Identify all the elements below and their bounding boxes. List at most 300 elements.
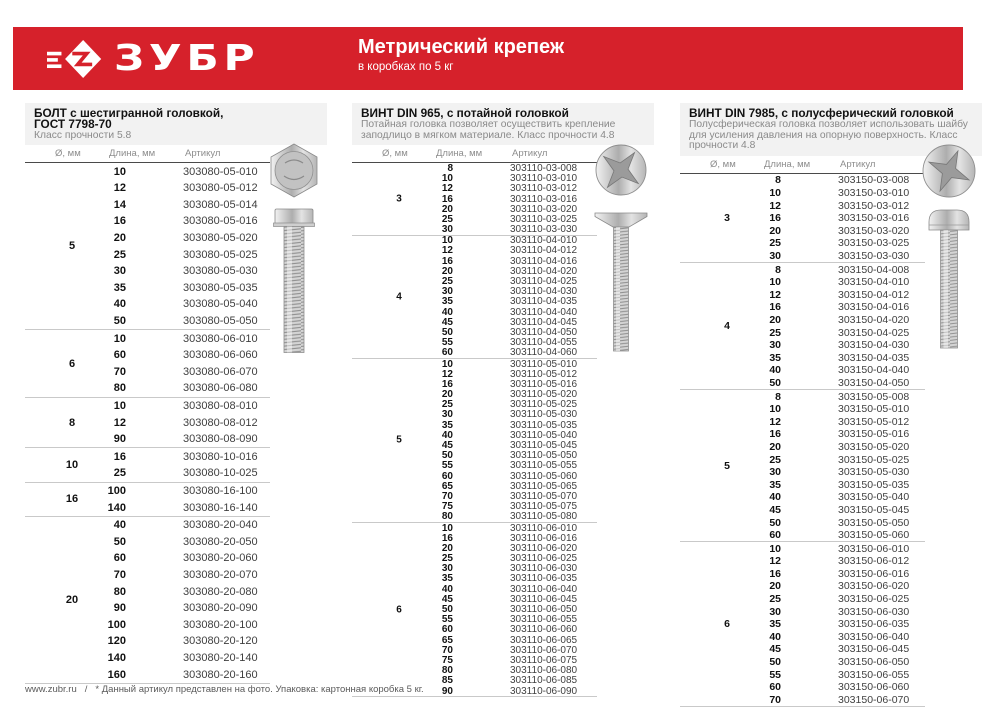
- length-value: 30: [113, 265, 126, 278]
- size-group: [25, 483, 270, 517]
- product-title: ВИНТ DIN 7985, с полусферический головкой: [689, 106, 954, 120]
- length-value: 90: [441, 685, 453, 697]
- article-value: 303110-06-035: [510, 573, 578, 585]
- length-value: 35: [441, 573, 453, 585]
- length-value: 80: [441, 665, 453, 677]
- table-row: [680, 605, 925, 618]
- size-group: [680, 174, 925, 263]
- table-row: [680, 694, 925, 707]
- table-row: [680, 441, 925, 454]
- product-title: ВИНТ DIN 965, с потайной головкой: [361, 106, 569, 120]
- table-row: [352, 225, 597, 235]
- length-value: 12: [769, 415, 781, 428]
- article-value: 303080-06-080: [183, 382, 258, 395]
- table-row: [352, 359, 597, 369]
- table-row: [352, 471, 597, 481]
- product-note: Класс прочности 5.8: [34, 129, 132, 141]
- article-value: 303110-03-016: [510, 193, 578, 205]
- size-group: [25, 330, 270, 397]
- table-row: [25, 398, 270, 415]
- article-value: 303110-05-045: [510, 440, 578, 452]
- table-row: [352, 594, 597, 604]
- article-value: 303080-20-140: [183, 651, 258, 664]
- length-value: 35: [769, 478, 781, 491]
- article-value: 303150-05-016: [838, 428, 910, 441]
- length-value: 70: [769, 693, 781, 706]
- table-row: [352, 584, 597, 594]
- length-value: 25: [441, 276, 453, 288]
- length-value: 35: [769, 618, 781, 631]
- table-row: [352, 635, 597, 645]
- page-title: Метрический крепеж: [358, 36, 565, 58]
- article-value: 303080-05-035: [183, 281, 258, 294]
- table-row: [352, 615, 597, 625]
- col-header-diameter: Ø, мм: [382, 148, 408, 160]
- product-header: [352, 103, 654, 145]
- col-header-diameter: Ø, мм: [55, 148, 81, 160]
- length-value: 55: [441, 460, 453, 472]
- table-row: [680, 187, 925, 200]
- article-value: 303150-04-008: [838, 263, 910, 276]
- table-row: [352, 574, 597, 584]
- table-row: [25, 616, 270, 633]
- length-value: 140: [107, 501, 126, 514]
- table-row: [680, 339, 925, 352]
- article-value: 303110-03-020: [510, 203, 578, 215]
- length-value: 90: [113, 602, 126, 615]
- article-value: 303110-04-010: [510, 235, 578, 247]
- table-row: [25, 163, 270, 180]
- length-value: 30: [769, 605, 781, 618]
- article-value: 303150-06-040: [838, 630, 910, 643]
- article-value: 303150-05-025: [838, 453, 910, 466]
- size-table: [680, 174, 925, 707]
- article-value: 303110-04-012: [510, 245, 578, 257]
- article-value: 303110-03-030: [510, 224, 578, 236]
- length-value: 35: [441, 296, 453, 308]
- length-value: 60: [441, 470, 453, 482]
- article-value: 303110-06-050: [510, 604, 578, 616]
- length-value: 50: [769, 516, 781, 529]
- product-title: БОЛТ с шестигранной головкой,: [34, 106, 224, 120]
- size-group: [25, 517, 270, 684]
- table-row: [25, 180, 270, 197]
- length-value: 65: [441, 480, 453, 492]
- article-value: 303110-06-025: [510, 553, 578, 565]
- product-column-countersunk-screw: [352, 103, 664, 697]
- length-value: 20: [441, 203, 453, 215]
- length-value: 50: [113, 315, 126, 328]
- table-row: [352, 338, 597, 348]
- article-value: 303150-06-012: [838, 555, 910, 568]
- length-value: 25: [769, 593, 781, 606]
- table-row: [352, 266, 597, 276]
- length-value: 16: [769, 567, 781, 580]
- length-value: 25: [769, 326, 781, 339]
- article-value: 303110-04-020: [510, 265, 578, 277]
- length-value: 100: [107, 618, 126, 631]
- table-row: [25, 380, 270, 397]
- length-value: 60: [769, 681, 781, 694]
- length-value: 45: [441, 593, 453, 605]
- table-row: [352, 307, 597, 317]
- article-value: 303110-06-020: [510, 542, 578, 554]
- length-value: 12: [441, 245, 453, 257]
- article-value: 303110-05-030: [510, 409, 578, 421]
- length-value: 40: [441, 583, 453, 595]
- article-value: 303150-03-010: [838, 187, 910, 200]
- article-value: 303080-20-090: [183, 602, 258, 615]
- length-value: 10: [113, 165, 126, 178]
- article-value: 303110-05-016: [510, 378, 578, 390]
- table-row: [680, 504, 925, 517]
- length-value: 55: [441, 337, 453, 349]
- article-value: 303110-04-035: [510, 296, 578, 308]
- length-value: 80: [441, 511, 453, 523]
- table-row: [352, 317, 597, 327]
- table-row: [352, 348, 597, 358]
- length-value: 70: [441, 490, 453, 502]
- length-value: 80: [113, 382, 126, 395]
- col-header-length: Длина, мм: [764, 159, 811, 171]
- length-value: 85: [441, 675, 453, 687]
- article-value: 303110-04-030: [510, 286, 578, 298]
- article-value: 303080-08-010: [183, 400, 258, 412]
- length-value: 30: [441, 286, 453, 298]
- table-row: [25, 197, 270, 214]
- length-value: 60: [113, 349, 126, 362]
- size-group: [680, 263, 925, 390]
- article-value: 303110-03-012: [510, 183, 578, 195]
- table-row: [25, 633, 270, 650]
- table-header-row: [352, 148, 597, 163]
- length-value: 10: [769, 187, 781, 200]
- diameter-value: 3: [396, 193, 402, 205]
- col-header-diameter: Ø, мм: [710, 159, 736, 171]
- article-value: 303110-06-070: [510, 644, 578, 656]
- table-row: [680, 542, 925, 555]
- article-value: 303110-03-010: [510, 173, 578, 185]
- article-value: 303110-06-045: [510, 593, 578, 605]
- table-row: [352, 236, 597, 246]
- length-value: 12: [769, 288, 781, 301]
- article-value: 303110-06-030: [510, 563, 578, 575]
- table-row: [680, 174, 925, 187]
- page-footer: [25, 684, 424, 695]
- table-row: [680, 580, 925, 593]
- length-value: 25: [441, 213, 453, 225]
- length-value: 20: [769, 314, 781, 327]
- product-title-line2: ГОСТ 7798-70: [34, 116, 112, 131]
- table-row: [25, 567, 270, 584]
- table-row: [352, 502, 597, 512]
- banner-titles: [358, 36, 564, 73]
- size-group: [680, 542, 925, 707]
- table-row: [352, 523, 597, 533]
- table-row: [352, 420, 597, 430]
- length-value: 10: [113, 332, 126, 345]
- article-value: 303110-06-080: [510, 665, 578, 677]
- article-value: 303110-05-025: [510, 399, 578, 411]
- article-value: 303080-06-070: [183, 365, 258, 378]
- article-value: 303080-16-140: [183, 501, 258, 514]
- table-row: [25, 666, 270, 683]
- article-value: 303080-20-080: [183, 585, 258, 598]
- table-row: [352, 390, 597, 400]
- length-value: 20: [441, 389, 453, 401]
- article-value: 303110-05-020: [510, 389, 578, 401]
- article-value: 303110-06-065: [510, 634, 578, 646]
- table-row: [352, 184, 597, 194]
- length-value: 45: [769, 643, 781, 656]
- length-value: 25: [441, 399, 453, 411]
- table-row: [680, 428, 925, 441]
- article-value: 303080-06-010: [183, 332, 258, 345]
- table-row: [352, 163, 597, 173]
- table-row: [352, 410, 597, 420]
- diameter-value: 5: [396, 434, 402, 446]
- length-value: 140: [107, 651, 126, 664]
- length-value: 10: [769, 542, 781, 555]
- length-value: 70: [113, 365, 126, 378]
- article-value: 303150-05-020: [838, 440, 910, 453]
- table-row: [352, 543, 597, 553]
- table-row: [680, 390, 925, 403]
- length-value: 65: [441, 634, 453, 646]
- article-value: 303110-06-090: [510, 685, 578, 697]
- article-value: 303080-05-014: [183, 198, 258, 211]
- length-value: 60: [769, 529, 781, 542]
- length-value: 70: [441, 644, 453, 656]
- length-value: 25: [769, 453, 781, 466]
- table-row: [680, 199, 925, 212]
- length-value: 16: [113, 450, 126, 463]
- article-value: 303080-10-016: [183, 450, 258, 463]
- table-row: [352, 564, 597, 574]
- diameter-value: 4: [724, 320, 730, 333]
- article-value: 303150-06-045: [838, 643, 910, 656]
- article-value: 303110-06-060: [510, 624, 578, 636]
- table-header-row: [680, 159, 925, 174]
- article-value: 303150-06-070: [838, 693, 910, 706]
- length-value: 20: [113, 232, 126, 245]
- length-value: 40: [441, 429, 453, 441]
- article-value: 303080-20-040: [183, 519, 258, 532]
- length-value: 25: [113, 248, 126, 261]
- length-value: 50: [769, 656, 781, 669]
- length-value: 40: [769, 364, 781, 377]
- diameter-value: 8: [68, 416, 76, 429]
- length-value: 16: [441, 255, 453, 267]
- table-row: [352, 554, 597, 564]
- length-value: 20: [441, 265, 453, 277]
- article-value: 303110-05-012: [510, 368, 578, 380]
- article-value: 303150-05-050: [838, 516, 910, 529]
- length-value: 45: [769, 503, 781, 516]
- table-row: [25, 213, 270, 230]
- table-row: [680, 631, 925, 644]
- article-value: 303150-04-040: [838, 364, 910, 377]
- article-value: 303110-06-010: [510, 522, 578, 534]
- length-value: 45: [441, 440, 453, 452]
- table-row: [680, 237, 925, 250]
- table-row: [25, 330, 270, 347]
- length-value: 50: [441, 604, 453, 616]
- article-value: 303080-05-020: [183, 232, 258, 245]
- diameter-value: 6: [396, 604, 402, 616]
- length-value: 12: [769, 555, 781, 568]
- length-value: 50: [441, 326, 453, 338]
- article-value: 303080-20-120: [183, 635, 258, 648]
- table-row: [680, 301, 925, 314]
- length-value: 75: [441, 501, 453, 513]
- product-column-pan-head-screw: [680, 103, 992, 707]
- article-value: 303080-05-050: [183, 315, 258, 328]
- article-value: 303150-06-030: [838, 605, 910, 618]
- article-value: 303150-05-040: [838, 491, 910, 504]
- table-row: [25, 517, 270, 534]
- length-value: 70: [113, 568, 126, 581]
- table-row: [680, 555, 925, 568]
- table-row: [352, 327, 597, 337]
- table-row: [680, 516, 925, 529]
- size-group: [352, 163, 597, 235]
- size-group: [25, 398, 270, 449]
- article-value: 303110-06-075: [510, 654, 578, 666]
- table-row: [680, 568, 925, 581]
- table-row: [25, 550, 270, 567]
- table-row: [352, 276, 597, 286]
- article-value: 303080-05-040: [183, 298, 258, 311]
- length-value: 16: [441, 378, 453, 390]
- table-row: [680, 668, 925, 681]
- length-value: 40: [441, 306, 453, 318]
- table-row: [680, 364, 925, 377]
- col-header-article: Артикул: [840, 159, 876, 171]
- footer-separator: /: [84, 684, 88, 695]
- table-row: [25, 533, 270, 550]
- article-value: 303150-03-020: [838, 224, 910, 237]
- article-value: 303150-04-030: [838, 339, 910, 352]
- table-row: [352, 400, 597, 410]
- article-value: 303150-05-030: [838, 466, 910, 479]
- length-value: 50: [769, 376, 781, 389]
- length-value: 80: [113, 585, 126, 598]
- article-value: 303080-16-100: [183, 484, 258, 497]
- table-row: [25, 313, 270, 330]
- table-row: [352, 666, 597, 676]
- length-value: 30: [769, 250, 781, 263]
- article-value: 303150-04-050: [838, 376, 910, 389]
- article-value: 303080-06-060: [183, 349, 258, 362]
- diameter-value: 10: [65, 459, 79, 472]
- length-value: 30: [441, 409, 453, 421]
- table-row: [352, 645, 597, 655]
- table-row: [680, 377, 925, 390]
- table-row: [680, 352, 925, 365]
- article-value: 303150-03-008: [838, 174, 910, 187]
- length-value: 25: [113, 467, 126, 480]
- length-value: 10: [441, 522, 453, 534]
- article-value: 303110-03-008: [510, 162, 578, 174]
- col-header-article: Артикул: [512, 148, 548, 160]
- length-value: 8: [775, 263, 781, 276]
- length-value: 16: [769, 212, 781, 225]
- length-value: 14: [113, 198, 126, 211]
- diameter-value: 5: [68, 240, 76, 253]
- brand-wordmark: ЗУБР: [114, 37, 260, 79]
- article-value: 303110-04-055: [510, 337, 578, 349]
- article-value: 303150-06-035: [838, 618, 910, 631]
- table-row: [680, 276, 925, 289]
- table-row: [352, 491, 597, 501]
- length-value: 12: [113, 416, 126, 429]
- pan-head-screw-photo: [916, 143, 982, 361]
- article-value: 303150-03-016: [838, 212, 910, 225]
- article-value: 303110-05-040: [510, 429, 578, 441]
- col-header-length: Длина, мм: [109, 148, 156, 160]
- diameter-value: 4: [396, 291, 402, 303]
- article-value: 303110-05-035: [510, 419, 578, 431]
- table-row: [352, 461, 597, 471]
- table-row: [352, 481, 597, 491]
- article-value: 303080-20-100: [183, 618, 258, 631]
- table-row: [25, 650, 270, 667]
- article-value: 303110-04-045: [510, 316, 578, 328]
- table-row: [352, 512, 597, 522]
- length-value: 10: [441, 173, 453, 185]
- article-value: 303080-10-025: [183, 467, 258, 480]
- article-value: 303150-05-045: [838, 503, 910, 516]
- length-value: 25: [441, 553, 453, 565]
- table-row: [680, 415, 925, 428]
- article-value: 303110-04-060: [510, 347, 578, 359]
- article-value: 303080-20-060: [183, 552, 258, 565]
- length-value: 30: [441, 563, 453, 575]
- article-value: 303110-05-010: [510, 358, 578, 370]
- article-value: 303150-06-025: [838, 593, 910, 606]
- length-value: 10: [769, 403, 781, 416]
- article-value: 303150-04-020: [838, 314, 910, 327]
- length-value: 10: [113, 400, 126, 412]
- length-value: 60: [113, 552, 126, 565]
- article-value: 303110-03-025: [510, 213, 578, 225]
- article-value: 303110-05-065: [510, 480, 578, 492]
- size-group: [352, 236, 597, 359]
- article-value: 303150-03-025: [838, 237, 910, 250]
- length-value: 60: [441, 624, 453, 636]
- zubr-logo: [47, 37, 260, 80]
- article-value: 303080-20-160: [183, 668, 258, 681]
- length-value: 50: [441, 450, 453, 462]
- length-value: 160: [107, 668, 126, 681]
- article-value: 303080-20-050: [183, 535, 258, 548]
- article-value: 303150-06-016: [838, 567, 910, 580]
- diameter-value: 20: [65, 593, 79, 606]
- article-value: 303110-05-050: [510, 450, 578, 462]
- diameter-value: 3: [724, 212, 730, 225]
- article-value: 303150-04-012: [838, 288, 910, 301]
- length-value: 30: [769, 339, 781, 352]
- article-value: 303150-04-016: [838, 301, 910, 314]
- diameter-value: 16: [65, 493, 79, 506]
- site-link[interactable]: www.zubr.ru: [25, 684, 77, 695]
- length-value: 8: [775, 390, 781, 403]
- table-row: [352, 204, 597, 214]
- length-value: 16: [769, 301, 781, 314]
- product-note: Потайная головка позволяет осуществить крепление заподлицо в мягком материале. Класс прочности 4.8: [361, 118, 616, 141]
- article-value: 303150-05-008: [838, 390, 910, 403]
